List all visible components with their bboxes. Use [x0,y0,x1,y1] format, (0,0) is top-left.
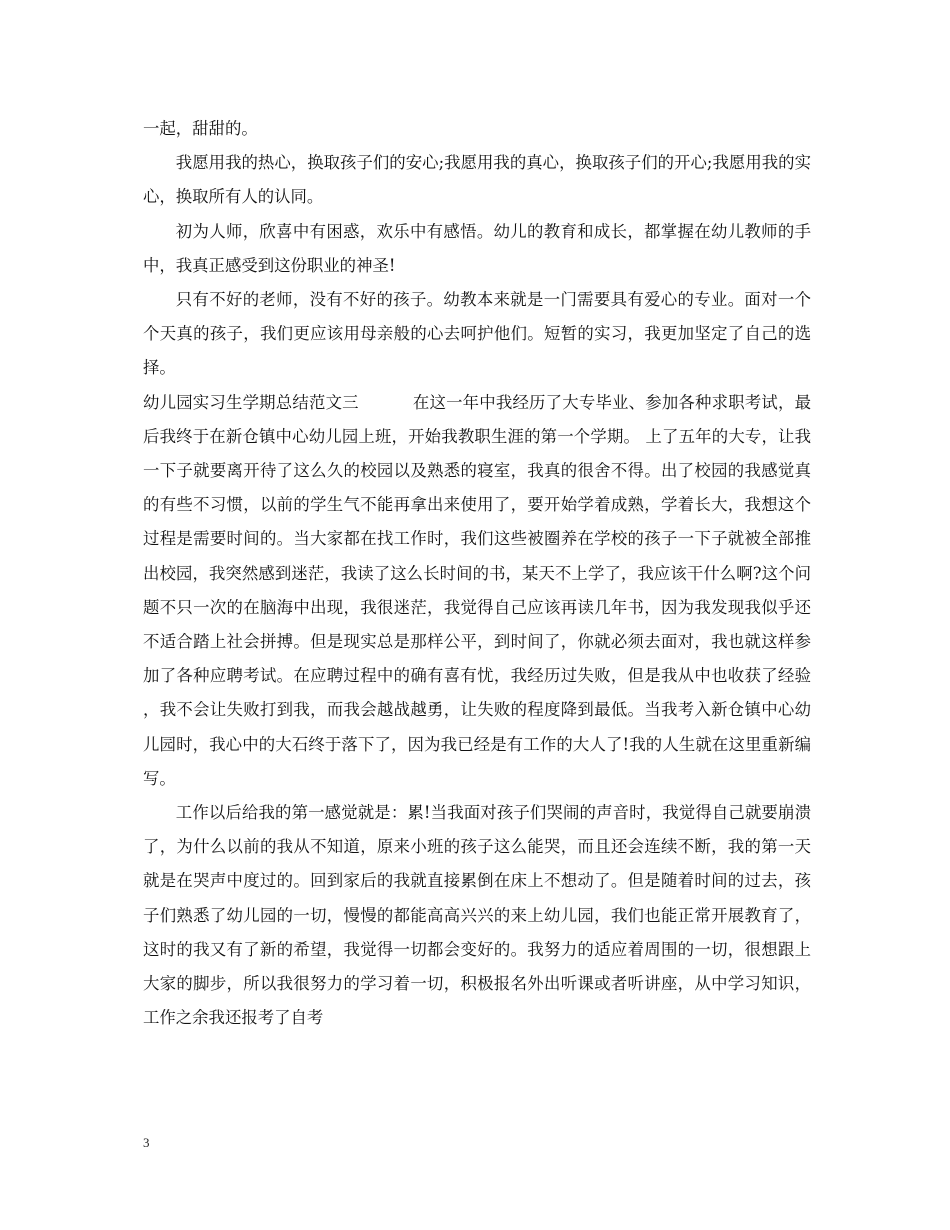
section-title: 幼儿园实习生学期总结范文三 [143,392,359,412]
paragraph-dedication: 我愿用我的热心，换取孩子们的安心;我愿用我的真心，换取孩子们的开心;我愿用我的实心，换取所有人的认同。 [143,153,811,207]
paragraph-no-bad-children: 只有不好的老师，没有不好的孩子。幼教本来就是一门需要具有爱心的专业。面对一个个天真的孩子，我们更应该用母亲般的心去呵护他们。短暂的实习，我更加坚定了自己的选择。 [143,290,811,378]
paragraph-new-teacher: 初为人师，欣喜中有困惑，欢乐中有感悟。幼儿的教育和成长，都掌握在幼儿教师的手中，我真正感受到这份职业的神圣! [143,221,811,275]
section-paragraph [143,386,811,796]
section-text: 在这一年中我经历了大专毕业、参加各种求职考试，最后我终于在新仓镇中心幼儿园上班，开始我教职生涯的第一个学期。 上了五年的大专，让我一下子就要离开待了这么久的校园以及熟悉的寝室，我真的很舍不得。出了校园的我感觉真的有些不习惯，以前的学生气不能再拿出来使用了，要开始学着成熟，学着长大，我想这个过程是需要时间的。当大家都在找工作时，我们这些被圈养在学校的孩子一下子就被全部推出校园，我突然感到迷茫，我读了这么长时间的书，某天不上学了，我应该干什么啊?这个问题不只一次的在脑海中出现，我很迷茫，我觉得自己应该再读几年书，因为我发现我似乎还不适合踏上社会拼搏。但是现实总是那样公平，到时间了，你就必须去面对，我也就这样参加了各种应聘考试。在应聘过程中的确有喜有忧，我经历过失败，但是我从中也收获了经验，我不会让失败打到我，而我会越战越勇，让失败的程度降到最低。当我考入新仓镇中心幼儿园时，我心中的大石终于落下了，因为我已经是有工作的大人了!我的人生就在这里重新编写。 [143,392,812,788]
document-body [143,112,811,1035]
paragraph-first-impression: 工作以后给我的第一感觉就是：累!当我面对孩子们哭闹的声音时，我觉得自己就要崩溃了，为什么以前的我从不知道，原来小班的孩子这么能哭，而且还会连续不断，我的第一天就是在哭声中度过的。回到家后的我就直接累倒在床上不想动了。但是随着时间的过去，孩子们熟悉了幼儿园的一切，慢慢的都能高高兴兴的来上幼儿园，我们也能正常开展教育了，这时的我又有了新的希望，我觉得一切都会变好的。我努力的适应着周围的一切，很想跟上大家的脚步，所以我很努力的学习着一切，积极报名外出听课或者听讲座，从中学习知识，工作之余我还报考了自考 [143,803,811,1028]
page-number: 3 [143,1135,150,1150]
paragraph-continuation: 一起，甜甜的。 [143,119,258,138]
